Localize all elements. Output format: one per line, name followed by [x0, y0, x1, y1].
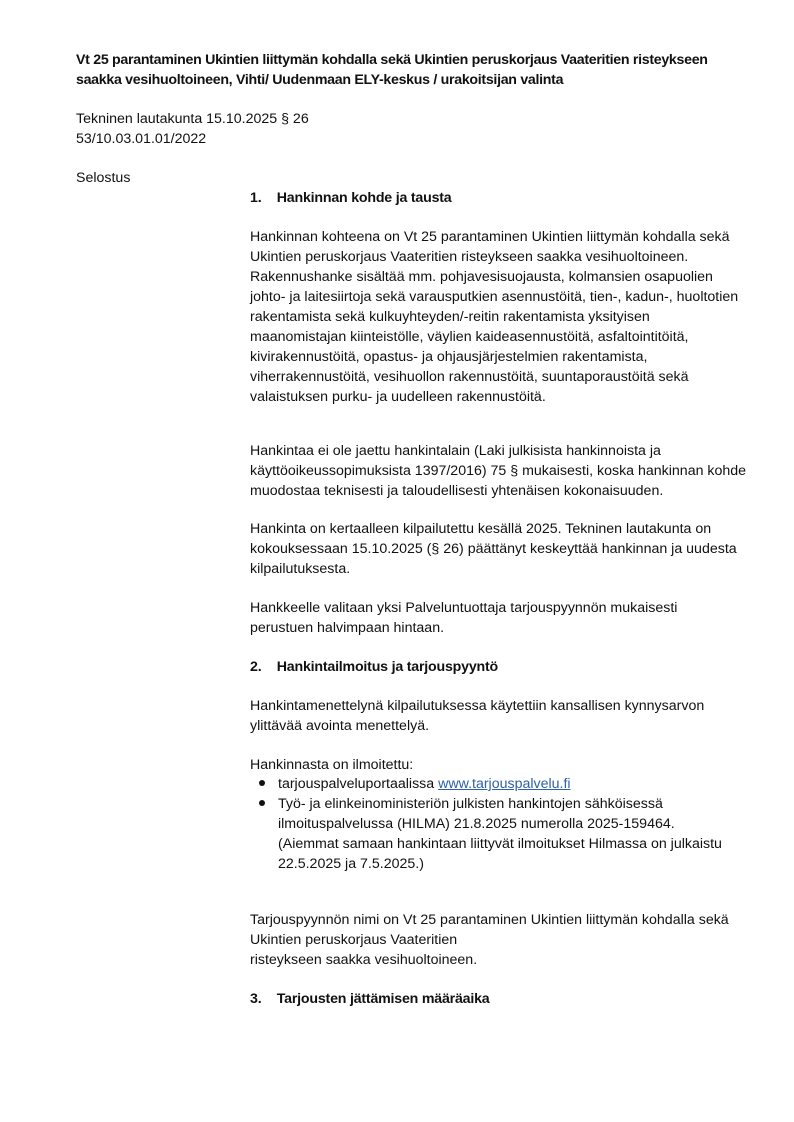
paragraph-line: risteykseen saakka vesihuoltoineen. — [250, 952, 478, 968]
paragraph: Hankinta on kertaalleen kilpailutettu kesällä 2025. Tekninen lautakunta on kokouksessaan 15.10.2025 (§ 26) päättänyt keskeyttää hankinnan ja uudesta kilpailutuksesta. — [250, 521, 737, 577]
bullet-icon — [259, 800, 265, 806]
section-heading — [250, 989, 750, 1009]
tarjouspalvelu-link[interactable]: www.tarjouspalvelu.fi — [438, 776, 571, 792]
record-number: 53/10.03.01.01/2022 — [76, 131, 207, 147]
list-item-text: tarjouspalveluportaalissa — [278, 776, 439, 792]
section-2-paragraph-2 — [250, 755, 750, 775]
section-title: Hankinnan kohde ja tausta — [276, 190, 452, 206]
section-number: 2. — [250, 659, 262, 675]
announcement-list — [278, 774, 738, 874]
paragraph: Hankintamenettelynä kilpailutuksessa käytettiin kansallisen kynnysarvon ylittävää avointa menettelyä. — [250, 698, 705, 734]
section-number: 1. — [250, 190, 262, 206]
paragraph: Hankintaa ei ole jaettu hankintalain (Laki julkisista hankinnoista ja käyttöoikeussopimuksista 1397/2016) 75 § mukaisesti, koska hankinnan kohde muodostaa teknisesti ja taloudellisesti yhtenäisen kokonaisuuden. — [250, 443, 747, 499]
section-heading — [250, 657, 750, 677]
section-2-closing — [250, 910, 750, 970]
section-2 — [250, 657, 750, 677]
section-1-paragraph-1 — [250, 227, 742, 407]
selostus-label: Selostus — [76, 170, 131, 186]
paragraph: Hankinnan kohteena on Vt 25 parantaminen Ukintien liittymän kohdalla sekä Ukintien peruskorjaus Vaateritien risteykseen saakka vesihuoltoineen. Rakennushanke sisältää mm. pohjavesisuojausta, kolmansien osapuolien johto- ja laitesiirtoja sekä varausputkien asennustöitä, tien-, kadun-, huoltotien rakentamista sekä kulkuyhteyden/-reitin rakentamista yksityisen maanomistajan kiinteistölle, väylien kaideasennustöitä, asfaltointitöitä, kivirakennustöitä, opastus- ja ohjausjärjestelmien rakentamista, viherrakennustöitä, vesihuollon rakennustöitä, suuntaporaustöitä sekä valaistuksen purku- ja uudelleen rakennustöitä. — [250, 229, 739, 405]
section-1-paragraph-4 — [250, 598, 710, 638]
section-heading — [250, 188, 750, 208]
section-3 — [250, 989, 750, 1009]
paragraph: Hankkeelle valitaan yksi Palveluntuottaja tarjouspyynnön mukaisesti perustuen halvimpaan hintaan. — [250, 600, 678, 636]
bullet-icon — [259, 780, 265, 786]
paragraph: Tarjouspyynnön nimi on Vt 25 parantaminen Ukintien liittymän kohdalla sekä Ukintien peruskorjaus Vaateritien — [250, 912, 729, 948]
list-item — [256, 794, 738, 874]
section-title: Tarjousten jättämisen määräaika — [276, 991, 490, 1007]
section-1 — [250, 188, 750, 208]
paragraph: Hankinnasta on ilmoitettu: — [250, 757, 414, 773]
meeting-info — [76, 109, 309, 149]
list-item-text: Työ- ja elinkeinoministeriön julkisten hankintojen sähköisessä ilmoituspalvelussa (HILMA) 21.8.2025 numerolla 2025-159464. (Aiemmat samaan hankintaan liittyvät ilmoitukset Hilmassa on julkaistu 22.5.2025 ja 7.5.2025.) — [278, 796, 722, 872]
section-number: 3. — [250, 991, 262, 1007]
section-title: Hankintailmoitus ja tarjouspyyntö — [276, 659, 498, 675]
section-2-paragraph-1 — [250, 696, 735, 736]
list-item — [256, 774, 738, 794]
section-1-paragraph-3 — [250, 519, 746, 579]
section-1-paragraph-2 — [250, 441, 750, 501]
meeting-reference: Tekninen lautakunta 15.10.2025 § 26 — [76, 111, 309, 127]
document-title: Vt 25 parantaminen Ukintien liittymän kohdalla sekä Ukintien peruskorjaus Vaateritien risteykseen saakka vesihuoltoineen, Vihti/ Uudenmaan ELY-keskus / urakoitsijan valinta — [76, 52, 708, 88]
